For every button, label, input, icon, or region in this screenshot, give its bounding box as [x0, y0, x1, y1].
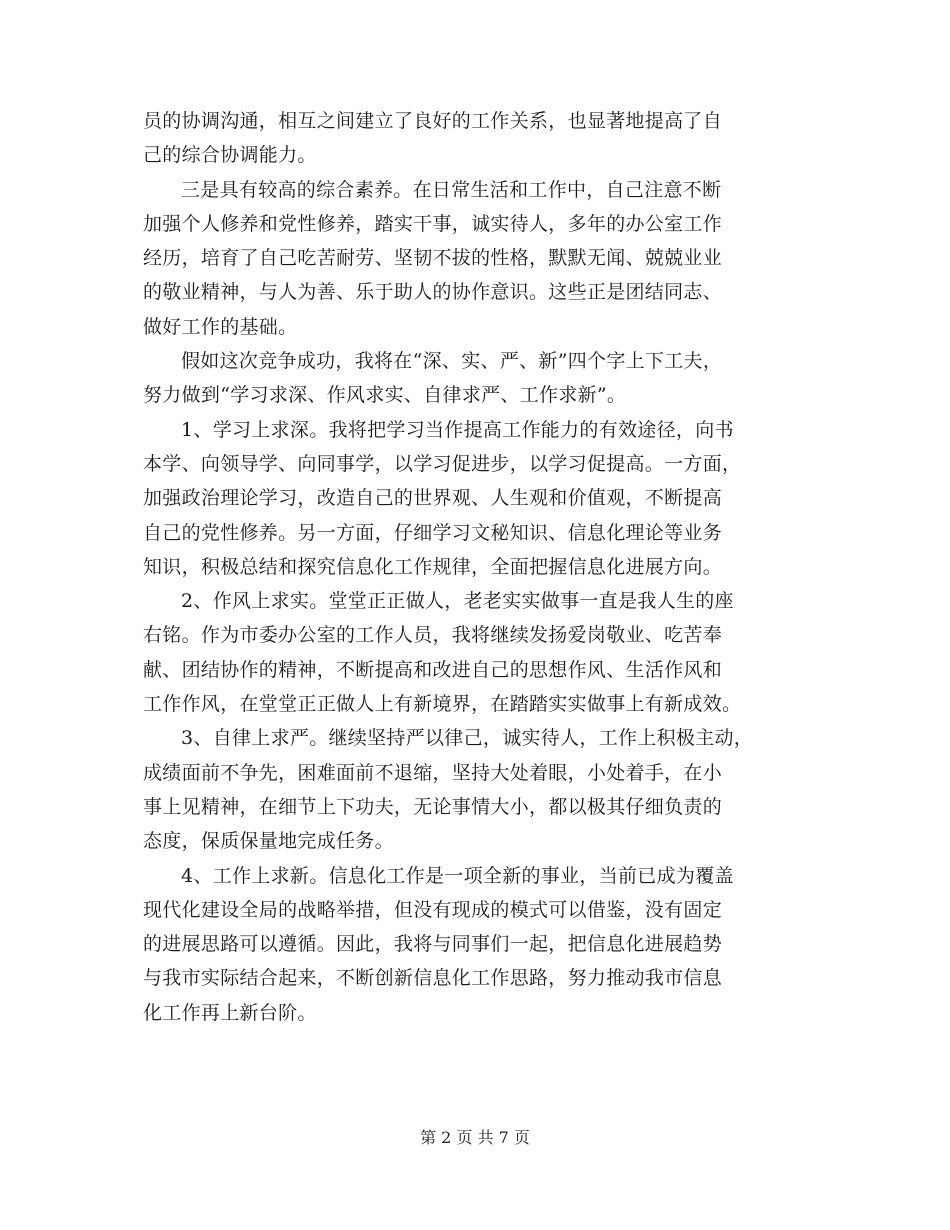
- text-line: 员的协调沟通，相互之间建立了良好的工作关系，也显著地提高了自: [143, 110, 723, 132]
- text-line: 的敬业精神，与人为善、乐于助人的协作意识。这些正是团结同志、: [143, 281, 723, 304]
- body-text: [143, 104, 823, 1030]
- text-line: 3、自律上求严。继续坚持严以律己，诚实待人，工作上积极主动，: [181, 727, 754, 750]
- text-line: 三是具有较高的综合素养。在日常生活和工作中，自己注意不断: [181, 178, 722, 201]
- text-line: 与我市实际结合起来，不断创新信息化工作思路，努力推动我市信息: [143, 967, 723, 990]
- text-line: 自己的党性修养。另一方面，仔细学习文秘知识、信息化理论等业务: [143, 521, 723, 544]
- text-line: 假如这次竞争成功，我将在“深、实、严、新”四个字上下工夫，: [181, 350, 723, 373]
- text-line: 化工作再上新台阶。: [143, 1001, 317, 1024]
- text-line: 现代化建设全局的战略举措，但没有现成的模式可以借鉴，没有固定: [143, 898, 723, 921]
- text-line: 献、团结协作的精神，不断提高和改进自己的思想作风、生活作风和: [143, 658, 723, 681]
- text-line: 本学、向领导学、向同事学，以学习促进步，以学习促提高。一方面，: [143, 452, 742, 475]
- text-line: 加强政治理论学习，改造自己的世界观、人生观和价值观，不断提高: [143, 487, 723, 510]
- text-line: 右铭。作为市委办公室的工作人员，我将继续发扬爱岗敬业、吃苦奉: [143, 624, 723, 647]
- text-line: 加强个人修养和党性修养，踏实干事，诚实待人，多年的办公室工作: [143, 212, 723, 235]
- text-line: 态度，保质保量地完成任务。: [143, 830, 394, 853]
- text-line: 事上见精神，在细节上下功夫，无论事情大小，都以极其仔细负责的: [143, 795, 723, 818]
- text-line: 经历，培育了自己吃苦耐劳、坚韧不拔的性格，默默无闻、兢兢业业: [143, 247, 723, 270]
- text-line: 做好工作的基础。: [143, 315, 298, 338]
- text-line: 2、作风上求实。堂堂正正做人，老老实实做事一直是我人生的座: [181, 590, 734, 613]
- text-line: 工作作风，在堂堂正正做人上有新境界，在踏踏实实做事上有新成效。: [143, 693, 742, 716]
- text-line: 1、学习上求深。我将把学习当作提高工作能力的有效途径，向书: [181, 418, 734, 441]
- text-line: 的进展思路可以遵循。因此，我将与同事们一起，把信息化进展趋势: [143, 933, 723, 956]
- text-line: 知识，积极总结和探究信息化工作规律，全面把握信息化进展方向。: [143, 555, 723, 578]
- page-footer: 第 2 页 共 7 页: [420, 1128, 530, 1147]
- text-line: 4、工作上求新。信息化工作是一项全新的事业，当前已成为覆盖: [181, 864, 734, 887]
- text-line: 努力做到“学习求深、作风求实、自律求严、工作求新”。: [143, 384, 627, 407]
- text-line: 己的综合协调能力。: [143, 144, 317, 167]
- text-line: 成绩面前不争先，困难面前不退缩，坚持大处着眼，小处着手，在小: [143, 761, 723, 784]
